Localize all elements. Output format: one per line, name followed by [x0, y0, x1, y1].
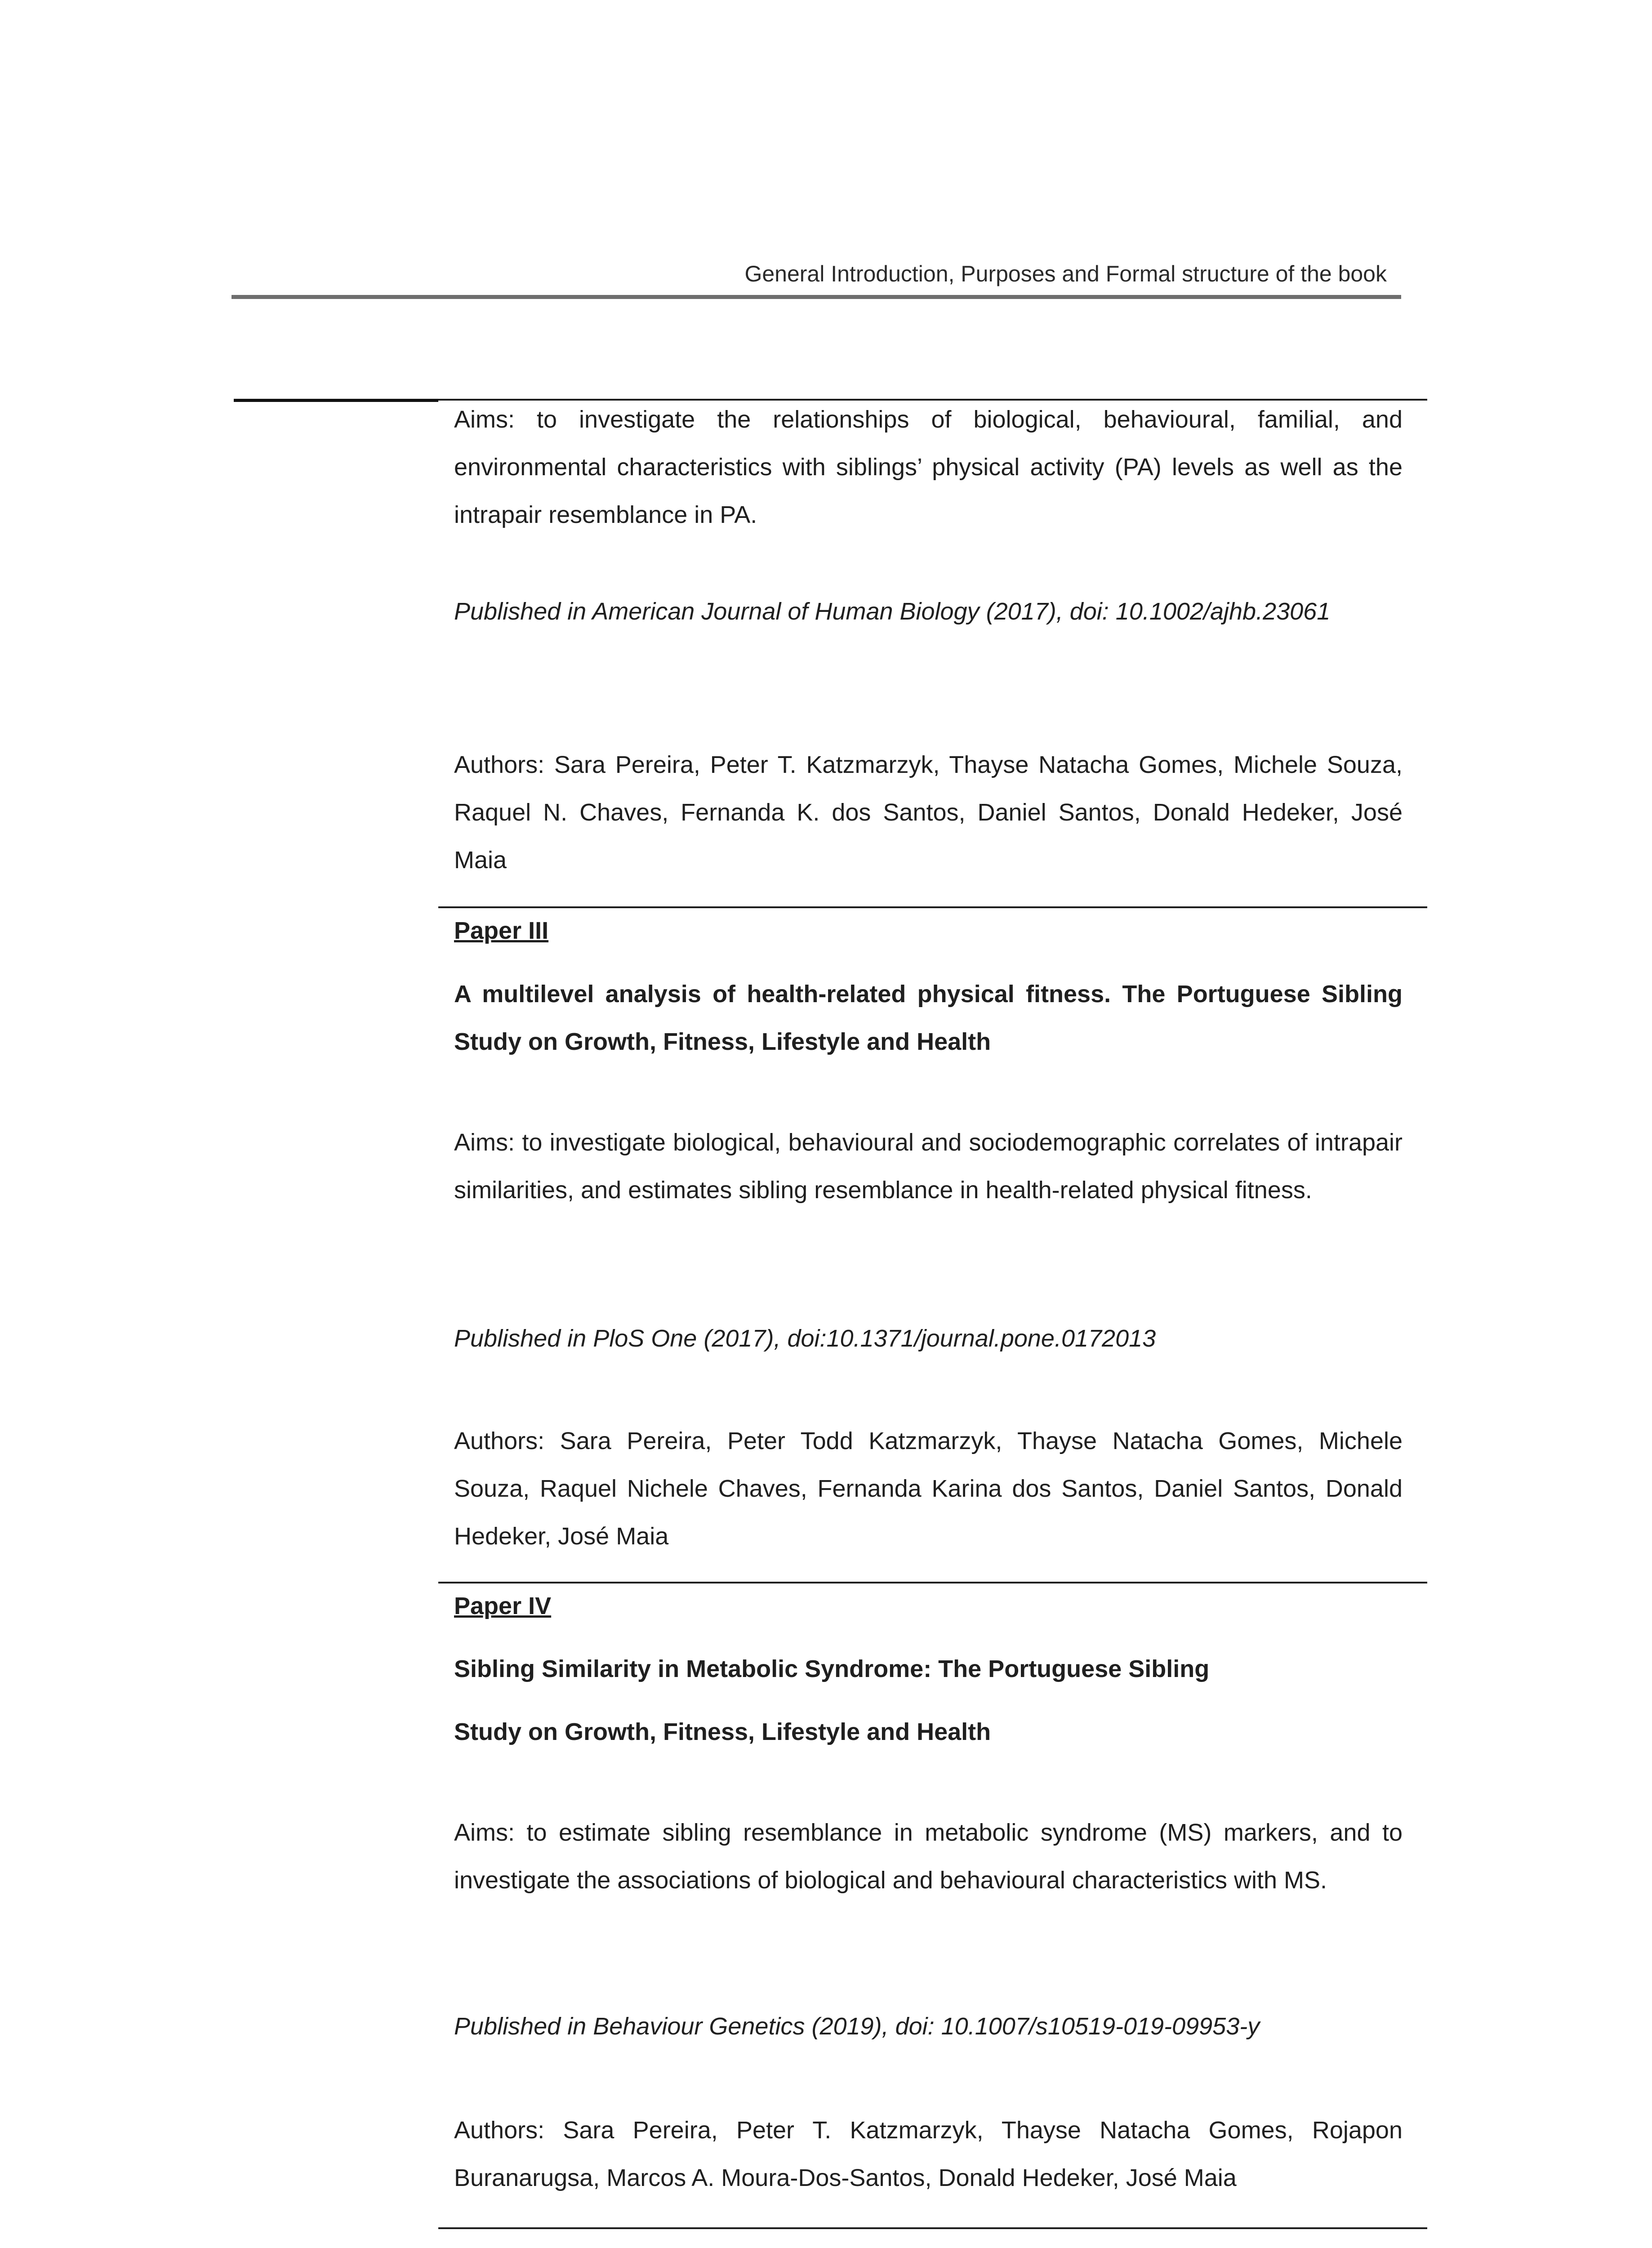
paper4-label-block: [454, 1582, 1403, 1630]
paper4-label: Paper IV: [454, 1592, 552, 1619]
paper2-published-block: [454, 588, 1403, 635]
table-left-stub-rule: [234, 399, 438, 402]
paper2-authors-block: [454, 741, 1403, 884]
paper3-published-block: [454, 1315, 1403, 1362]
paper3-authors-block: [454, 1417, 1403, 1560]
header-rule: [232, 295, 1401, 299]
paper4-authors: Authors: Sara Pereira, Peter T. Katzmarzyk, Thayse Natacha Gomes, Rojapon Buranarugsa, Marcos A. Moura-Dos-Santos, Donald Hedeker, José Maia: [454, 2117, 1403, 2191]
paper4-authors-block: [454, 2106, 1403, 2202]
paper4-title-line1-block: [454, 1645, 1403, 1693]
paper3-aims: Aims: to investigate biological, behavioural and sociodemographic correlates of intrapair similarities, and estimates sibling resemblance in health-related physical fitness.: [454, 1129, 1403, 1204]
paper3-title: A multilevel analysis of health-related physical fitness. The Portuguese Sibling Study on Growth, Fitness, Lifestyle and Health: [454, 981, 1403, 1055]
paper4-aims: Aims: to estimate sibling resemblance in metabolic syndrome (MS) markers, and to investigate the associations of biological and behavioural characteristics with MS.: [454, 1819, 1403, 1894]
paper4-title-line1: Sibling Similarity in Metabolic Syndrome: The Portuguese Sibling: [454, 1655, 1210, 1682]
paper2-aims-block: [454, 396, 1403, 539]
paper4-title-line2-block: [454, 1708, 1403, 1756]
paper2-authors: Authors: Sara Pereira, Peter T. Katzmarzyk, Thayse Natacha Gomes, Michele Souza, Raquel N. Chaves, Fernanda K. dos Santos, Daniel Santos, Donald Hedeker, José Maia: [454, 751, 1403, 874]
paper3-label-block: [454, 907, 1403, 955]
paper3-aims-block: [454, 1119, 1403, 1214]
paper3-authors: Authors: Sara Pereira, Peter Todd Katzmarzyk, Thayse Natacha Gomes, Michele Souza, Raquel Nichele Chaves, Fernanda Karina dos Santos, Daniel Santos, Donald Hedeker, José Maia: [454, 1427, 1403, 1550]
paper3-label: Paper III: [454, 917, 549, 944]
paper4-published: Published in Behaviour Genetics (2019), doi: 10.1007/s10519-019-09953-y: [454, 2013, 1260, 2040]
paper2-published: Published in American Journal of Human Biology (2017), doi: 10.1002/ajhb.23061: [454, 598, 1331, 625]
paper2-aims: Aims: to investigate the relationships of biological, behavioural, familial, and environmental characteristics with siblings’ physical activity (PA) levels as well as the intrapair resemblance in PA.: [454, 406, 1403, 528]
running-header: General Introduction, Purposes and Formal structure of the book: [744, 261, 1387, 286]
paper3-published: Published in PloS One (2017), doi:10.1371/journal.pone.0172013: [454, 1325, 1156, 1352]
paper4-title-line2: Study on Growth, Fitness, Lifestyle and Health: [454, 1718, 991, 1745]
paper3-title-block: [454, 970, 1403, 1066]
paper4-aims-block: [454, 1809, 1403, 1904]
table-bottom-rule: [438, 2227, 1427, 2229]
paper4-published-block: [454, 2003, 1403, 2050]
